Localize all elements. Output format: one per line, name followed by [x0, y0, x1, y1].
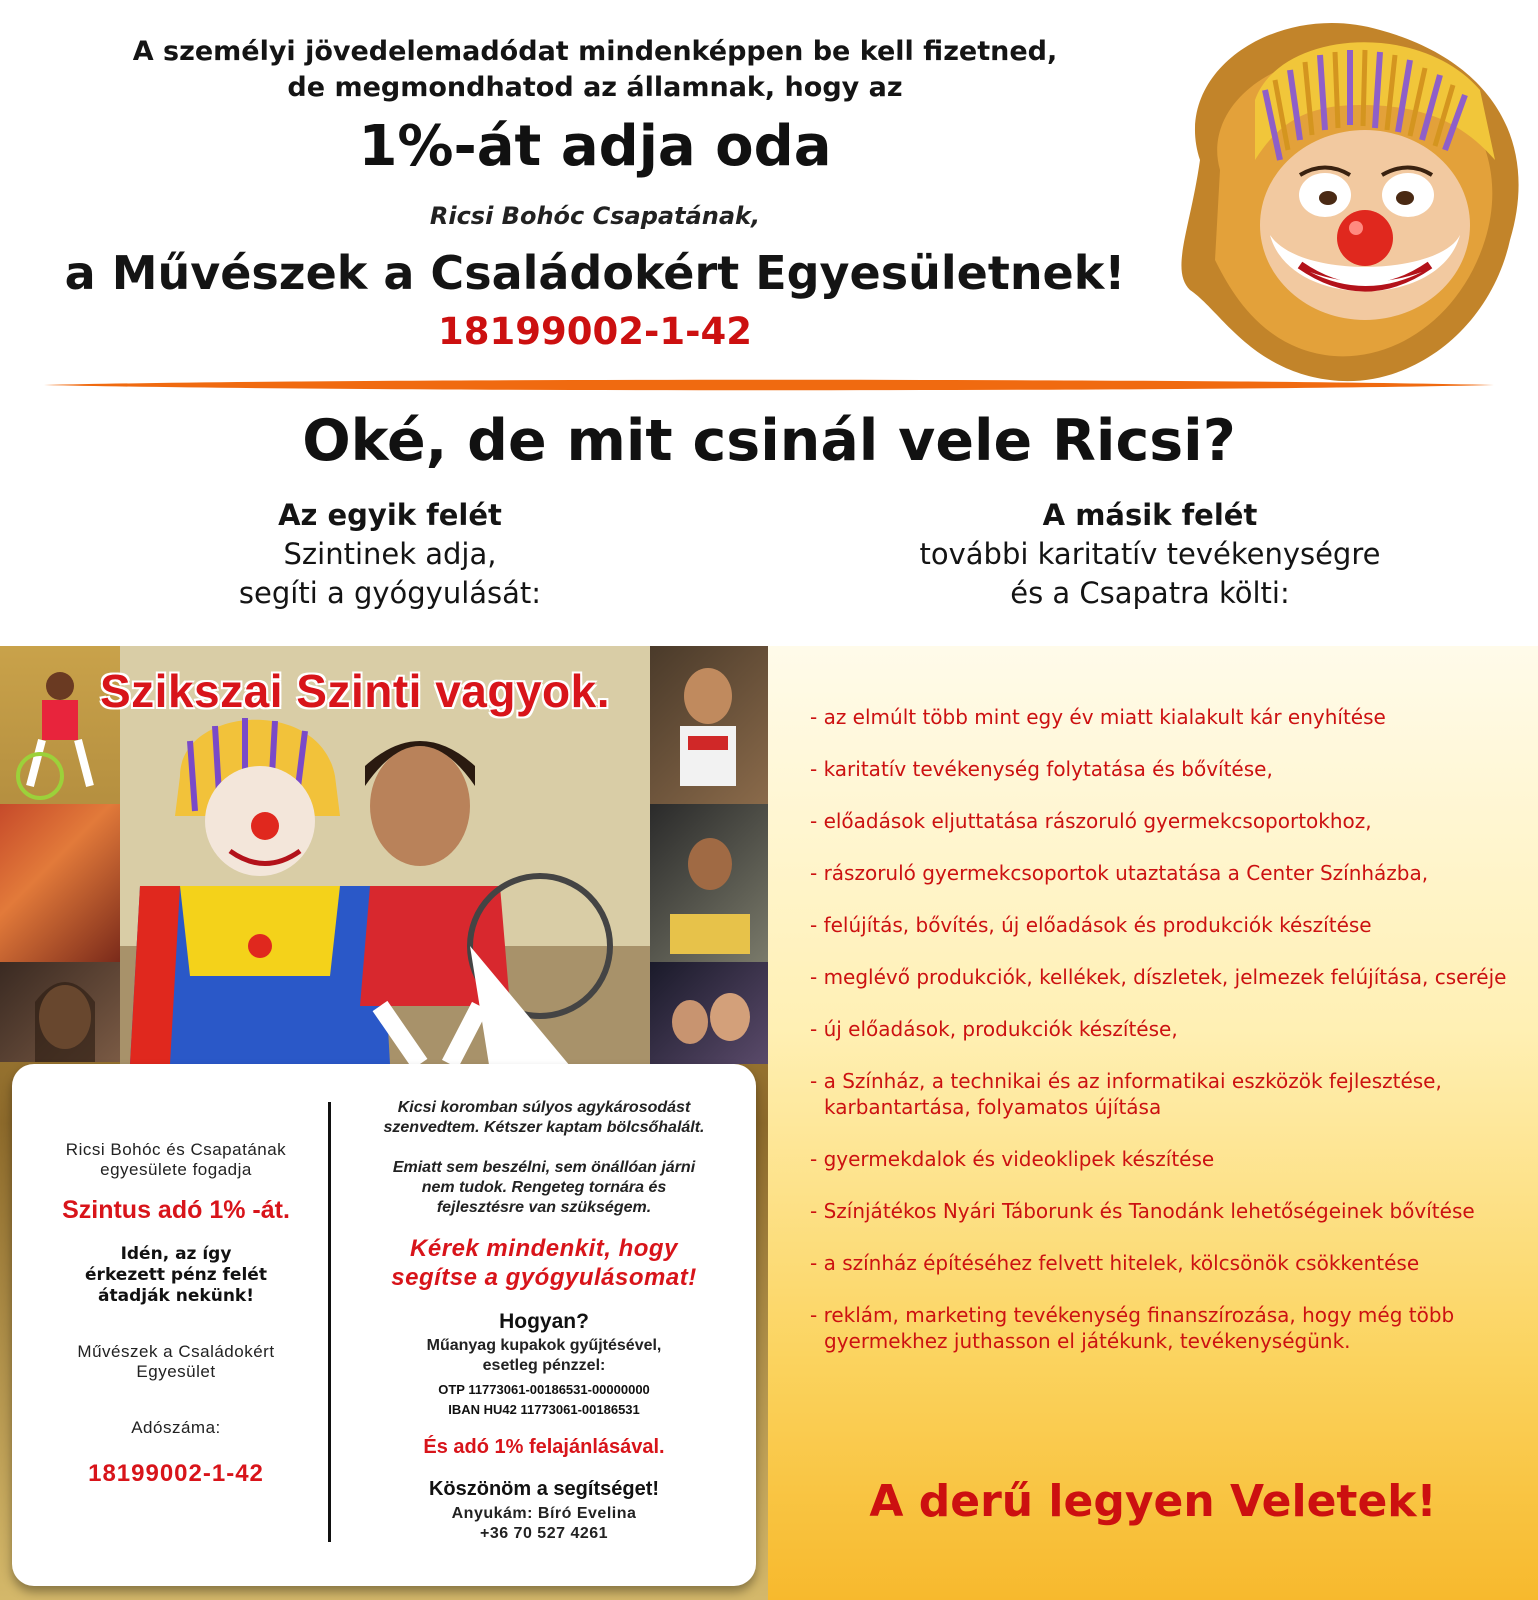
card-left-column	[26, 1064, 326, 1586]
right-half-heading	[840, 496, 1460, 613]
card-assoc	[26, 1342, 326, 1382]
card-tax-id: 18199002-1-42	[88, 1460, 264, 1487]
card-thanks: Köszönöm a segítséget!	[428, 1478, 660, 1500]
card-note-line-1: Idén, az így	[120, 1244, 232, 1264]
card-iban-account: IBAN HU42 11773061-00186531	[448, 1402, 640, 1417]
card-story-part-1	[338, 1098, 750, 1138]
card-story-line-1: Kicsi koromban súlyos agykárosodást	[397, 1099, 691, 1116]
card-plea	[338, 1234, 750, 1292]
poster-info-card	[12, 1064, 756, 1586]
clown-illustration	[1160, 10, 1530, 410]
list-item: - új előadások, produkciók készítése,	[810, 1017, 1178, 1041]
card-story-line-4: nem tudok. Rengeteg tornára és	[421, 1179, 667, 1196]
left-half-line-3: segíti a gyógyulását:	[238, 576, 542, 610]
list-item: - a színház építéséhez felvett hitelek, kölcsönök csökkentése	[810, 1251, 1420, 1275]
tax-id-number: 18199002-1-42	[438, 310, 752, 353]
org-name-heading: a Művészek a Családokért Egyesületnek!	[64, 246, 1126, 300]
poster-title: Szikszai Szinti vagyok.	[100, 665, 611, 717]
photo-mother-daughter	[650, 962, 768, 1064]
list-item: - rászoruló gyermekcsoportok utaztatása a Center Színházba,	[810, 861, 1429, 885]
intro-line-2: de megmondhatod az államnak, hogy az	[287, 72, 903, 103]
intro-line-1: A személyi jövedelemadódat mindenképpen be kell fizetned,	[132, 36, 1058, 67]
list-item: - felújítás, bővítés, új előadások és produkciók készítése	[810, 913, 1372, 937]
left-half-line-2: Szintinek adja,	[283, 537, 497, 571]
benefits-list	[810, 704, 1510, 1380]
speech-bubble-tail	[470, 946, 580, 1076]
card-org-text	[26, 1140, 326, 1180]
card-tax-offer: És adó 1% felajánlásával.	[423, 1436, 665, 1458]
list-item: - Színjátékos Nyári Táborunk és Tanodánk lehetőségeinek bővítése	[810, 1199, 1475, 1223]
card-org-line-2: egyesülete fogadja	[100, 1160, 252, 1179]
right-half-line-2: további karitatív tevékenységre	[919, 537, 1381, 571]
card-tax-label: Adószáma:	[131, 1418, 221, 1437]
left-half-line-1: Az egyik felét	[278, 498, 502, 532]
team-name: Ricsi Bohóc Csapatának,	[429, 202, 761, 230]
left-half-heading	[130, 496, 650, 613]
photo-therapy	[0, 804, 120, 962]
szinti-poster	[0, 646, 768, 1600]
right-half-line-3: és a Csapatra költi:	[1010, 576, 1290, 610]
card-how-line-1: Műanyag kupakok gyűjtésével,	[426, 1337, 662, 1354]
card-bank-accounts	[338, 1380, 750, 1420]
card-story-line-2: szenvedtem. Kétszer kaptam bölcsőhalált.	[383, 1119, 705, 1136]
card-how-line-2: esetleg pénzzel:	[482, 1357, 606, 1374]
photo-girl-drawing	[650, 804, 768, 962]
card-plea-line-2: segítse a gyógyulásomat!	[391, 1264, 697, 1291]
card-note-line-2: érkezett pénz felét	[85, 1265, 267, 1285]
card-mother-name: Anyukám: Bíró Evelina	[451, 1505, 637, 1522]
benefits-panel	[768, 646, 1538, 1600]
list-item: - az elmúlt több mint egy év miatt kialakult kár enyhítése	[810, 705, 1386, 729]
list-item: - gyermekdalok és videoklipek készítése	[810, 1147, 1215, 1171]
question-heading: Oké, de mit csinál vele Ricsi?	[302, 408, 1236, 474]
right-half-line-1: A másik felét	[1042, 498, 1258, 532]
intro-text	[90, 34, 1100, 106]
card-assoc-line-2: Egyesület	[136, 1362, 216, 1381]
card-headline: Szintus adó 1% -át.	[62, 1196, 290, 1224]
photo-girl-portrait	[0, 962, 120, 1062]
card-otp-account: OTP 11773061-00186531-00000000	[438, 1382, 650, 1397]
big-amount-heading: 1%-át adja oda	[358, 114, 832, 179]
list-item: - reklám, marketing tevékenység finanszírozása, hogy még több gyermekhez juthasson el játékunk, tevékenységünk.	[810, 1303, 1455, 1353]
card-how-title: Hogyan?	[499, 1310, 589, 1333]
card-phone: +36 70 527 4261	[479, 1525, 609, 1542]
card-right-column	[338, 1064, 750, 1586]
list-item: - a Színház, a technikai és az informatikai eszközök fejlesztése, karbantartása, folyamatos újítása	[810, 1069, 1442, 1119]
card-story-line-5: fejlesztésre van szükségem.	[436, 1199, 652, 1216]
orange-divider	[44, 378, 1494, 392]
card-plea-line-1: Kérek mindenkit, hogy	[410, 1235, 678, 1262]
card-note	[26, 1244, 326, 1307]
list-item: - meglévő produkciók, kellékek, díszletek, jelmezek felújítása, cseréje	[810, 965, 1507, 989]
card-divider	[328, 1102, 331, 1542]
slogan: A derű legyen Veletek!	[869, 1476, 1437, 1527]
card-contact	[338, 1504, 750, 1544]
card-story-part-2	[338, 1158, 750, 1218]
photo-girl-smiling	[650, 646, 768, 804]
card-how-text	[338, 1336, 750, 1376]
card-assoc-line-1: Művészek a Családokért	[77, 1342, 275, 1361]
list-item: - karitatív tevékenység folytatása és bővítése,	[810, 757, 1273, 781]
card-org-line-1: Ricsi Bohóc és Csapatának	[65, 1140, 287, 1159]
list-item: - előadások eljuttatása rászoruló gyermekcsoportokhoz,	[810, 809, 1372, 833]
card-note-line-3: átadják nekünk!	[98, 1286, 254, 1306]
card-story-line-3: Emiatt sem beszélni, sem önállóan járni	[392, 1159, 696, 1176]
